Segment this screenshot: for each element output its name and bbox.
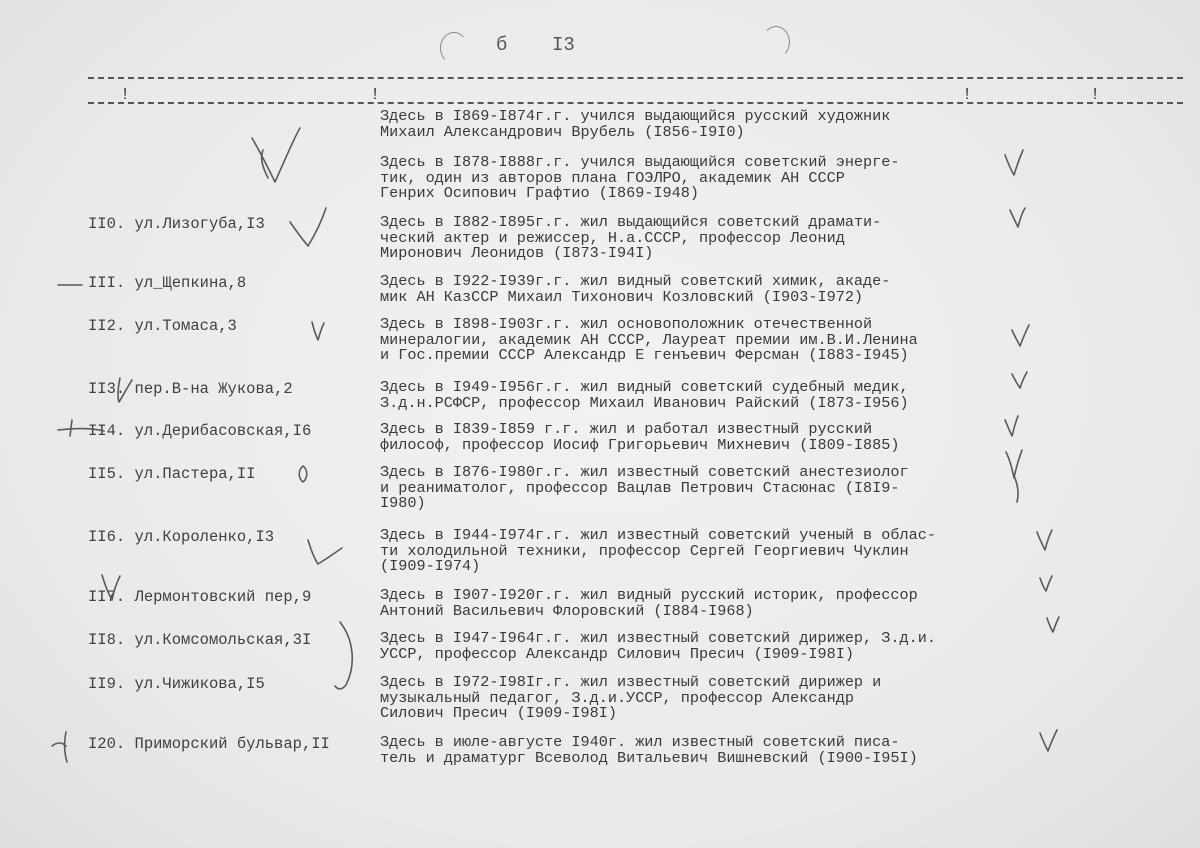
entry-address: ул.Пастера,II: [134, 465, 256, 483]
plaque-text: [380, 675, 1040, 722]
entry-address: ул.Чижикова,I5: [134, 675, 265, 693]
entry-address: Приморский бульвар,II: [134, 735, 330, 753]
page-number: I3: [552, 34, 575, 56]
handwritten-check-mark: [1040, 730, 1057, 751]
text-line: тель и драматург Всеволод Витальевич Вишневский (I900-I95I): [380, 748, 918, 767]
plaque-text: [380, 528, 1040, 575]
plaque-text: [380, 215, 1040, 262]
entry-number: II4.: [88, 422, 126, 440]
handwritten-strike: [65, 732, 67, 762]
entry-number: II9.: [88, 675, 126, 693]
text-line: Здесь в I882-I895г.г. жил выдающийся советский драмати-: [380, 213, 882, 231]
text-line: философ, профессор Иосиф Григорьевич Михневич (I809-I885): [380, 435, 900, 454]
handwritten-check-mark: [262, 150, 268, 178]
column-separator-mark: !: [962, 86, 973, 105]
column-separator-mark: !: [120, 86, 131, 105]
text-line: мик АН КазССР Михаил Тихонович Козловский (I903-I972): [380, 287, 864, 306]
entry-address: ул.Лизогуба,I3: [134, 215, 265, 233]
text-line: тик, один из авторов плана ГОЭЛРО, академик АН СССР: [380, 168, 845, 187]
entry-address: ул.Короленко,I3: [134, 528, 275, 546]
table-rule-top: [88, 77, 1183, 79]
entry-number: II5.: [88, 465, 126, 483]
text-line: УССР, профессор Александр Силович Пресич (I909-I98I): [380, 644, 854, 663]
plaque-text: [380, 380, 1040, 411]
plaque-text: [380, 465, 1040, 512]
text-line: Здесь в I907-I920г.г. жил видный русский историк, профессор: [380, 586, 918, 604]
text-line: Силович Пресич (I909-I98I): [380, 704, 617, 722]
entry-number: II8.: [88, 631, 126, 649]
entry-number: III.: [88, 274, 126, 292]
entry-number: II3.: [88, 380, 126, 398]
address-cell: [88, 631, 368, 649]
plaque-text: [380, 109, 1040, 140]
punch-hole-right: [762, 26, 790, 58]
address-cell: [88, 588, 368, 606]
text-line: Миронович Леонидов (I873-I94I): [380, 244, 654, 262]
text-line: Здесь в I876-I980г.г. жил известный советский анестезиолог: [380, 463, 909, 481]
address-cell: [88, 528, 368, 546]
text-line: Здесь в июле-августе I940г. жил известный советский писа-: [380, 733, 900, 751]
text-line: Здесь в I972-I98Iг.г. жил известный советский дирижер и: [380, 673, 882, 691]
handwritten-strike: [70, 420, 72, 436]
column-separator-mark: !: [1090, 86, 1101, 105]
plaque-text: [380, 274, 1040, 305]
entry-address: ул.Томаса,3: [134, 317, 237, 335]
plaque-text: [380, 155, 1040, 202]
address-cell: [88, 735, 368, 753]
text-line: (I909-I974): [380, 557, 481, 575]
text-line: З.д.н.РСФСР, профессор Михаил Иванович Райский (I873-I956): [380, 393, 909, 412]
text-line: и реаниматолог, профессор Вацлав Петрович Стасюнас (I8I9-: [380, 478, 900, 497]
text-line: Здесь в I944-I974г.г. жил известный советский ученый в облас-: [380, 526, 936, 544]
column-separator-mark: !: [370, 86, 381, 105]
text-line: Здесь в I898-I903г.г. жил основоположник отечественной: [380, 315, 873, 333]
entry-number: II7.: [88, 588, 126, 606]
text-line: Генрих Осипович Графтио (I869-I948): [380, 184, 699, 202]
plaque-text: [380, 422, 1040, 453]
handwritten-check-mark: [252, 128, 300, 182]
entry-number: I20.: [88, 735, 126, 753]
entry-address: ул.Дерибасовская,I6: [134, 422, 312, 440]
text-line: Здесь в I869-I874г.г. учился выдающийся русский художник: [380, 107, 891, 125]
text-line: Здесь в I878-I888г.г. учился выдающийся советский энерге-: [380, 153, 900, 171]
text-line: ческий актер и режиссер, Н.а.СССР, профессор Леонид: [380, 228, 845, 247]
text-line: ти холодильной техники, профессор Сергей Георгиевич Чуклин: [380, 541, 909, 560]
plaque-text: [380, 317, 1040, 364]
entry-address: ул_Щепкина,8: [134, 274, 247, 292]
entry-number: II2.: [88, 317, 126, 335]
handwritten-strike: [52, 743, 66, 746]
handwritten-check-mark: [1047, 617, 1059, 632]
address-cell: [88, 215, 368, 233]
plaque-text: [380, 735, 1040, 766]
handwritten-check-mark: [1040, 576, 1052, 591]
address-cell: [88, 274, 368, 292]
text-line: Здесь в I947-I964г.г. жил известный советский дирижер, З.д.и.: [380, 629, 936, 647]
text-line: Здесь в I949-I956г.г. жил видный советский судебный медик,: [380, 378, 909, 396]
text-line: минералогии, академик АН СССР, Лауреат премии им.В.И.Ленина: [380, 330, 918, 349]
entry-number: II0.: [88, 215, 126, 233]
entry-address: пер.В-на Жукова,2: [134, 380, 293, 398]
address-cell: [88, 380, 368, 398]
plaque-text: [380, 588, 1040, 619]
plaque-text: [380, 631, 1040, 662]
entry-address: Лермонтовский пер,9: [134, 588, 312, 606]
entry-address: ул.Комсомольская,3I: [134, 631, 312, 649]
address-cell: [88, 675, 368, 693]
text-line: музыкальный педагог, З.д.и.УССР, профессор Александр: [380, 688, 854, 707]
page-letter: б: [496, 34, 508, 56]
text-line: Здесь в I839-I859 г.г. жил и работал известный русский: [380, 420, 873, 438]
text-line: и Гос.премии СССР Александр Е генъевич Ферсман (I883-I945): [380, 346, 909, 364]
table-rule-bottom: [88, 102, 1183, 104]
address-cell: [88, 422, 368, 440]
entry-number: II6.: [88, 528, 126, 546]
text-line: Здесь в I922-I939г.г. жил видный советский химик, акаде-: [380, 272, 891, 290]
text-line: Михаил Александрович Врубель (I856-I9I0): [380, 122, 745, 141]
address-cell: [88, 465, 368, 483]
address-cell: [88, 317, 368, 335]
punch-hole-left: [440, 32, 468, 64]
text-line: I980): [380, 494, 426, 512]
text-line: Антоний Васильевич Флоровский (I884-I968): [380, 601, 754, 620]
